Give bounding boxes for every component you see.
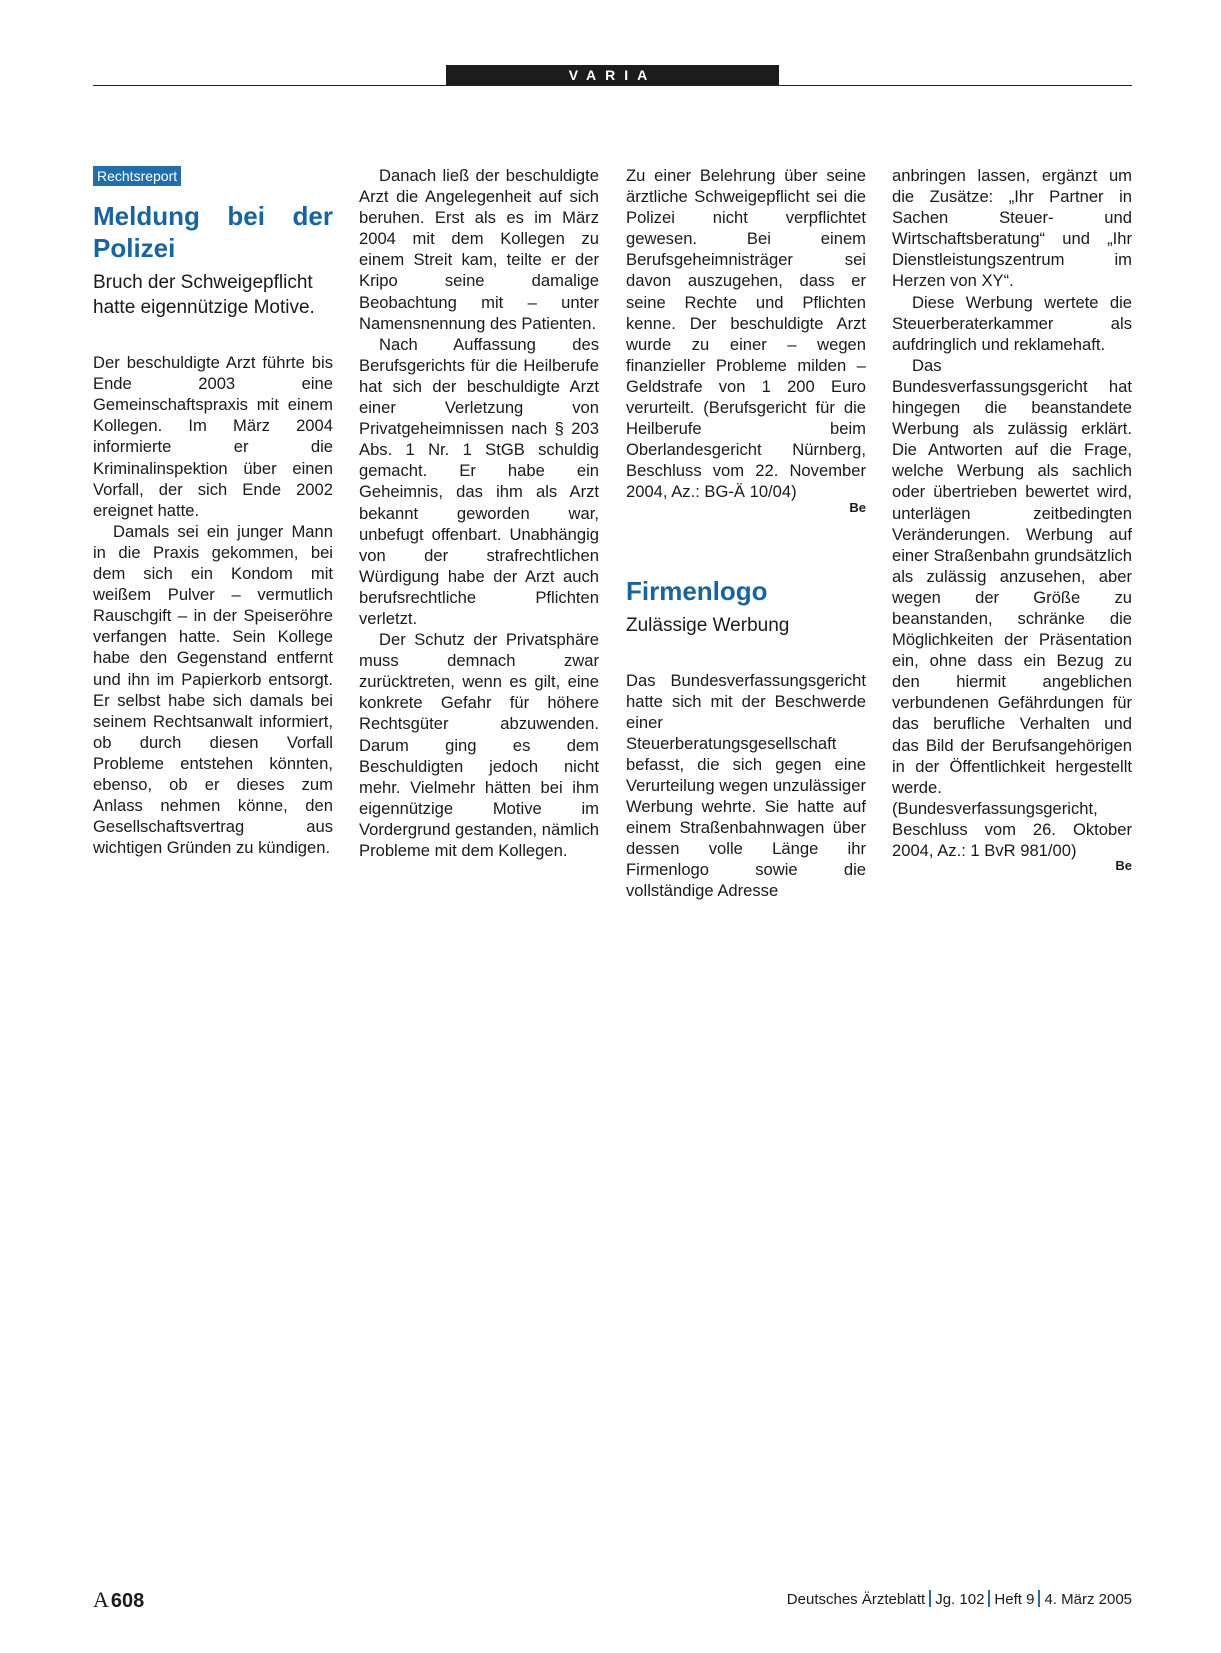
column-2 [359, 165, 599, 861]
article2-paragraph-part1: Das Bundesverfassungsgericht hatte sich mit der Beschwerde einer Steuerberatungsgesellschaft befasst, die sich gegen eine Verurteilung wegen unzulässiger Werbung wehrte. Sie hatte auf einem Straßenbahnwagen über dessen volle Länge ihr Firmenlogo sowie die vollständige Adresse [626, 670, 866, 901]
article1-subline: Bruch der Schweigepflicht hatte eigennützige Motive. [93, 272, 315, 319]
volume: Jg. 102 [935, 1591, 985, 1608]
separator [929, 1590, 931, 1607]
article2-paragraph-part2: anbringen lassen, ergänzt um die Zusätze: „Ihr Partner in Sachen Steuer- und Wirtschaftsberatung“ und „Ihr Dienstleistungszentrum im Herzen von XY“. [892, 166, 1132, 291]
article2-subline: Zulässige Werbung [626, 614, 790, 636]
article1-author: Be [849, 499, 866, 515]
article1-paragraph: Der beschuldigte Arzt führte bis Ende 2003 eine Gemeinschaftspraxis mit einem Kollegen. Im März 2004 informierte er die Kriminalinspektion über einen Vorfall, der sich Ende 2002 ereignet hatte. [93, 353, 333, 520]
article1-paragraph: Zu einer Belehrung über seine ärztliche Schweigepflicht sei die Polizei nicht verpflichtet gewesen. Bei einem Berufsgeheimnisträger sei davon auszugehen, dass er seine Rechte und Pflichten kenne. Der beschuldigte Arzt wurde zu einer – wegen finanzieller Probleme milden – Geldstrafe von 1 200 Euro verurteilt. (Berufsgericht für die Heilberufe beim Oberlandesgericht Nürnberg, Beschluss vom 22. November 2004, Az.: BG-Ä 10/04) [626, 166, 866, 502]
page-footer [93, 1587, 1132, 1611]
issue: Heft 9 [994, 1591, 1035, 1608]
article2-paragraph: Diese Werbung wertete die Steuerberaterkammer als aufdringlich und reklamehaft. [892, 292, 1132, 354]
column-4 [892, 165, 1132, 873]
article-separator [626, 515, 866, 561]
page-number-value: 608 [110, 1590, 145, 1612]
header-rule [93, 85, 1132, 86]
article2-author: Be [1115, 858, 1132, 874]
article1-paragraph: Danach ließ der beschuldigte Arzt die Angelegenheit auf sich beruhen. Erst als es im März 2004 mit dem Kollegen zu einem Streit kam, teilte er der Kripo seine damalige Beobachtung mit – unter Namensnennung des Patienten. [359, 166, 599, 333]
article1-headline: Meldung bei der Polizei [93, 201, 333, 264]
article1-paragraph: Damals sei ein junger Mann in die Praxis gekommen, bei dem sich ein Kondom mit weißem Pulver – vermutlich Rauschgift – in der Speiseröhre verfangen hatte. Sein Kollege habe den Gegenstand entfernt und ihn im Papierkorb entsorgt. Er selbst habe sich damals bei seinem Rechtsanwalt informiert, ob durch diesen Vorfall Probleme entstehen könnten, ebenso, ob er dieses zum Anlass nehmen könne, den Gesellschaftsvertrag aus wichtigen Gründen zu kündigen. [93, 521, 333, 858]
separator [988, 1590, 990, 1607]
masthead [787, 1590, 1132, 1608]
section-label: VARIA [446, 65, 779, 86]
issue-date: 4. März 2005 [1044, 1591, 1132, 1608]
kicker-badge: Rechtsreport [93, 166, 181, 186]
journal-name: Deutsches Ärzteblatt [786, 1591, 926, 1608]
page-number [93, 1587, 144, 1613]
article1-paragraph: Nach Auffassung des Berufsgerichts für die Heilberufe hat sich der beschuldigte Arzt einer Verletzung von Privatgeheimnissen nach § 203 Abs. 1 Nr. 1 StGB schuldig gemacht. Er habe ein Geheimnis, das ihm als Arzt bekannt geworden war, unbefugt offenbart. Unabhängig von der strafrechtlichen Würdigung habe der Arzt auch berufsrechtliche Pflichten verletzt. [359, 334, 599, 628]
column-3 [626, 165, 866, 902]
page-prefix: A [93, 1587, 109, 1612]
column-1 [93, 165, 333, 858]
separator [1038, 1590, 1040, 1607]
article1-paragraph: Der Schutz der Privatsphäre muss demnach zwar zurücktreten, wenn es gilt, eine konkrete Gefahr für höhere Rechtsgüter abzuwenden. Darum ging es dem Beschuldigten jedoch nicht mehr. Vielmehr hätten bei ihm eigennützige Motive im Vordergrund gestanden, nämlich Probleme mit dem Kollegen. [359, 630, 599, 860]
article2-headline: Firmenlogo [626, 575, 768, 606]
article2-paragraph: Das Bundesverfassungsgericht hat hingegen die beanstandete Werbung als zulässig erklärt. Die Antworten auf die Frage, welche Werbung als sachlich oder übertrieben bewertet wird, unterlägen zeitbedingten Veränderungen. Werbung auf einer Straßenbahn grundsätzlich als zulässig anzusehen, aber wegen der Größe zu beanstanden, schränke die Möglichkeiten der Präsentation ein, ohne dass ein Bezug zu den hiermit angeblichen verbundenen Gefährdungen für das berufliche Verhalten und das Bild der Berufsangehörigen in der Öffentlichkeit hergestellt werde. (Bundesverfassungsgericht, Beschluss vom 26. Oktober 2004, Az.: 1 BvR 981/00) [892, 355, 1132, 860]
